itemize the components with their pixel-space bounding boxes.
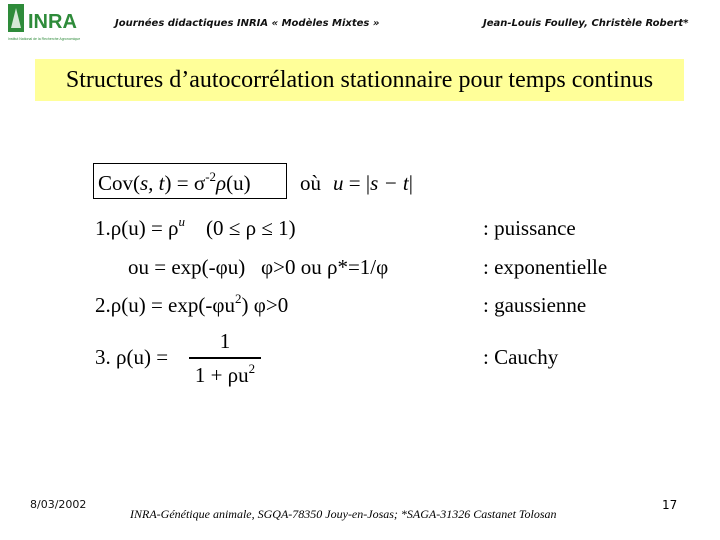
row-1-type: : puissance [483, 216, 576, 240]
logo-caption: Institut National de la Recherche Agronomique [8, 37, 81, 41]
covariance-formula: Cov(s, $t) = \sigma^{-2}\rho(u)$ [98, 169, 251, 195]
row-2-formula: ou = exp(-φu) φ>0 ou ρ*=1/φ [128, 255, 389, 279]
cauchy-denominator: $1 + \rho u^2$ [194, 361, 256, 387]
row-4-type: : Cauchy [483, 345, 559, 369]
row-2-type: : exponentielle [483, 255, 608, 279]
page-number: 17 [662, 498, 678, 512]
row-3-type: : gaussienne [483, 293, 587, 317]
title-banner [35, 59, 684, 101]
row-3-formula: $2.\rho(u) = \exp(-\varphi u^2)$ φ>0 [95, 291, 289, 317]
u-definition: u = |s − t| [333, 171, 413, 195]
header-authors: Jean-Louis Foulley, Christèle Robert* [483, 18, 689, 29]
footer-affiliation: INRA-Génétique animale, SGQA-78350 Jouy-en-Josas; *SAGA-31326 Castanet Tolosan [130, 507, 557, 521]
inra-logo [8, 4, 100, 42]
where-label: où [300, 171, 321, 195]
footer-date: 8/03/2002 [30, 498, 87, 511]
row-4-formula: 3. ρ(u) = [95, 345, 169, 369]
cauchy-numerator: 1 [219, 329, 231, 353]
logo-text: INRA [28, 11, 77, 33]
row-1-formula: $1.\rho(u) = \rho^u$ (0 ≤ ρ ≤ 1) [95, 214, 296, 240]
header-event: Journées didactiques INRIA « Modèles Mixtes » [115, 18, 380, 29]
fraction-bar [189, 357, 261, 359]
slide-title: Structures d’autocorrélation stationnaire pour temps continus [65, 66, 654, 93]
